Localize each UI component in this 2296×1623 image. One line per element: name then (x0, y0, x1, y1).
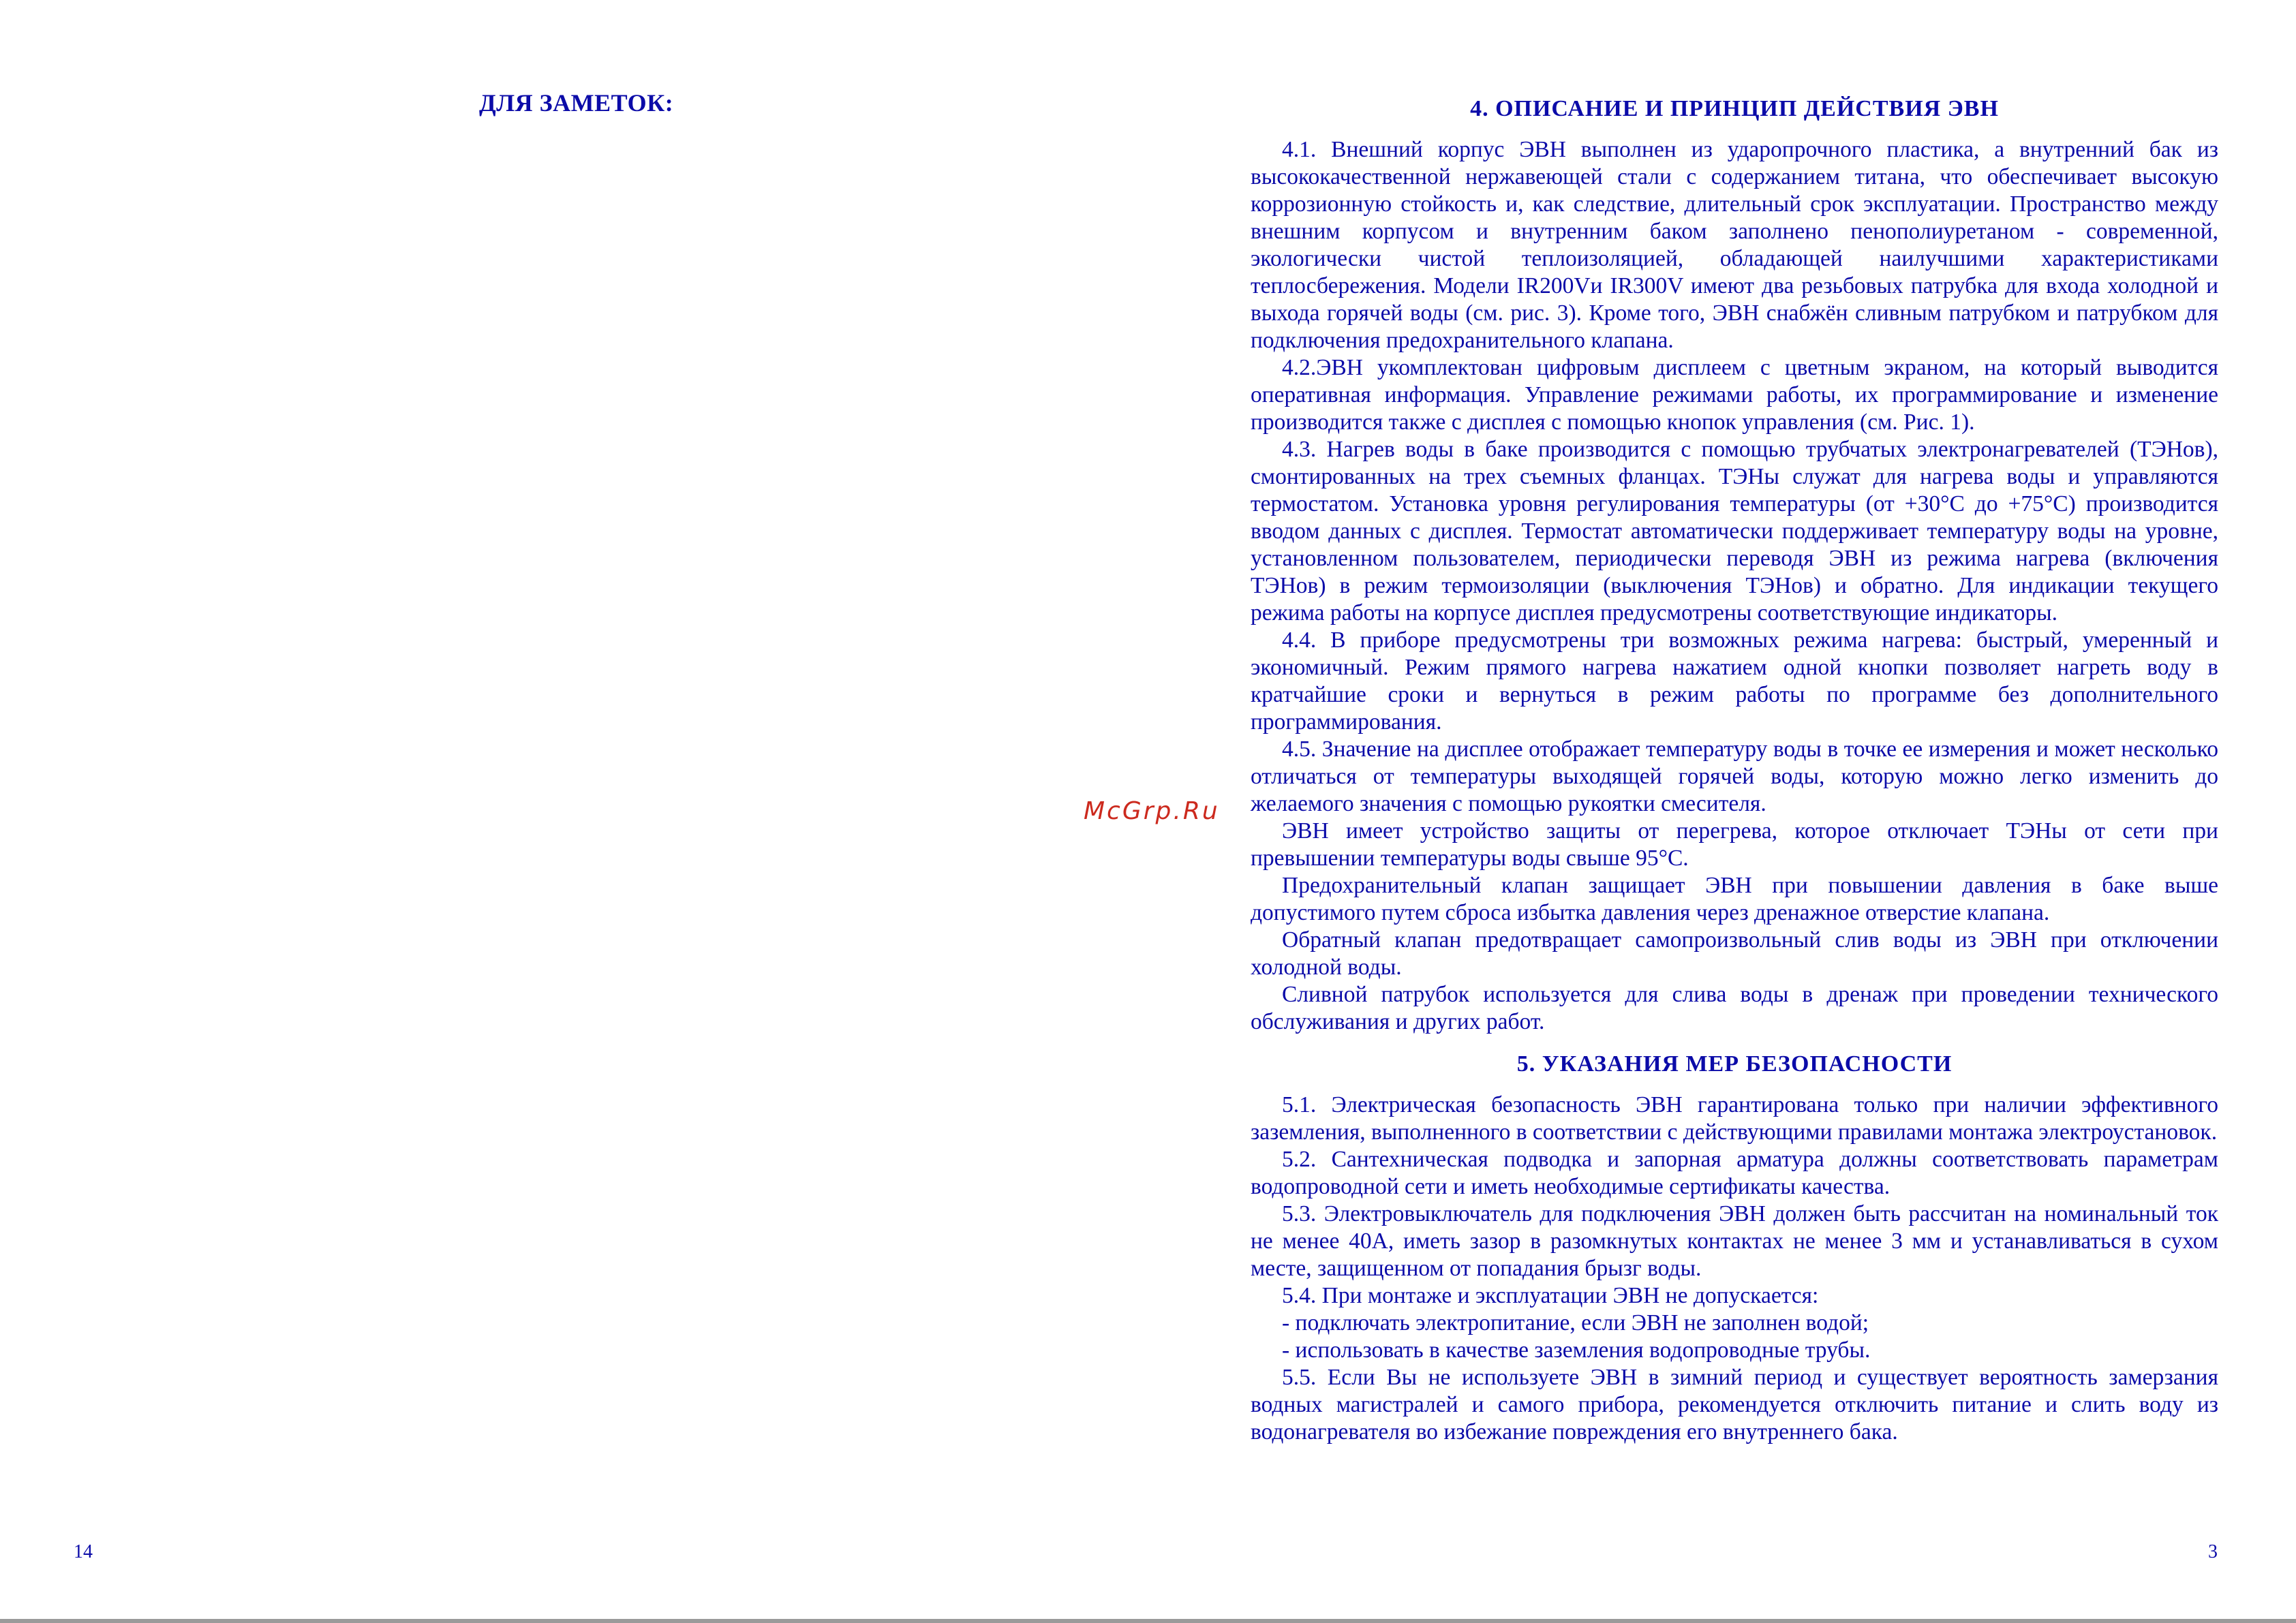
section-5-paragraph: 5.2. Сантехническая подводка и запорная арматура должны соответствовать параметрам водопроводной сети и иметь необходимые сертификаты качества. (1251, 1147, 2218, 1199)
section-5-paragraph: 5.1. Электрическая безопасность ЭВН гарантирована только при наличии эффективного заземления, выполненного в соответствии с действующими правилами монтажа электроустановок. (1251, 1092, 2218, 1145)
section-4-paragraph: 4.5. Значение на дисплее отображает температуру воды в точке ее измерения и может несколько отличаться от температуры выходящей горячей воды, которую можно легко изменить до желаемого значения с помощью рукоятки смесителя. (1251, 737, 2218, 816)
section-4-title: 4. ОПИСАНИЕ И ПРИНЦИП ДЕЙСТВИЯ ЭВН (1470, 96, 1999, 121)
section-4-paragraph: 4.2.ЭВН укомплектован цифровым дисплеем с цветным экраном, на который выводится оперативная информация. Управление режимами работы, их программирование и изменение производится также с дисплея с помощью кнопок управления (см. Рис. 1). (1251, 355, 2218, 435)
section-5-title: 5. УКАЗАНИЯ МЕР БЕЗОПАСНОСТИ (1516, 1051, 1953, 1077)
section-4-paragraph: ЭВН имеет устройство защиты от перегрева, которое отключает ТЭНы от сети при превышении температуры воды свыше 95°С. (1251, 818, 2218, 871)
section-5-paragraph: 5.3. Электровыключатель для подключения ЭВН должен быть рассчитан на номинальный ток не менее 40А, иметь зазор в разомкнутых контактах не менее 3 мм и устанавливаться в сухом месте, защищенном от попадания брызг воды. (1251, 1201, 2218, 1281)
right-page-content (1251, 95, 2218, 1446)
watermark: McGrp.Ru (1084, 797, 1220, 825)
section-4-paragraph: 4.1. Внешний корпус ЭВН выполнен из ударопрочного пластика, а внутренний бак из высококачественной нержавеющей стали с содержанием титана, что обеспечивает высокую коррозионную стойкость и, как следствие, длительный срок эксплуатации. Пространство между внешним корпусом и внутренним баком заполнено пенополиуретаном - современной, экологически чистой теплоизоляцией, обладающей наилучшими характеристиками теплосбережения. Модели IR200Vи IR300V имеют два резьбовых патрубка для входа холодной и выхода горячей воды (см. рис. 3). Кроме того, ЭВН снабжён сливным патрубком и патрубком для подключения предохранительного клапана. (1251, 137, 2218, 353)
section-4-paragraph: Обратный клапан предотвращает самопроизвольный слив воды из ЭВН при отключении холодной воды. (1251, 927, 2218, 980)
section-5-paragraph: 5.4. При монтаже и эксплуатации ЭВН не допускается: (1282, 1283, 1819, 1308)
section-4-paragraph: 4.3. Нагрев воды в баке производится с помощью трубчатых электронагревателей (ТЭНов), смонтированных на трех съемных фланцах. ТЭНы служат для нагрева воды и управляются термостатом. Установка уровня регулирования температуры (от +30°С до +75°С) производится вводом данных с дисплея. Термостат автоматически поддерживает температуру воды на уровне, установленном пользователем, периодически переводя ЭВН из режима нагрева (включения ТЭНов) в режим термоизоляции (выключения ТЭНов) и обратно. Для индикации текущего режима работы на корпусе дисплея предусмотрены соответствующие индикаторы. (1251, 437, 2218, 625)
bottom-divider (0, 1619, 2296, 1623)
left-page-number: 14 (74, 1541, 93, 1562)
notes-heading: ДЛЯ ЗАМЕТОК: (479, 89, 674, 117)
section-4-paragraph: Сливной патрубок используется для слива воды в дренаж при проведении технического обслуживания и других работ. (1251, 982, 2218, 1034)
section-5-list-item: - подключать электропитание, если ЭВН не заполнен водой; (1282, 1310, 1869, 1335)
section-5-paragraph: 5.5. Если Вы не используете ЭВН в зимний период и существует вероятность замерзания водных магистралей и самого прибора, рекомендуется отключить питание и слить воду из водонагревателя во избежание повреждения его внутреннего бака. (1251, 1365, 2218, 1444)
section-4-paragraph: 4.4. В приборе предусмотрены три возможных режима нагрева: быстрый, умеренный и экономичный. Режим прямого нагрева нажатием одной кнопки позволяет нагреть воду в кратчайшие сроки и вернуться в режим работы по программе без дополнительного программирования. (1251, 628, 2218, 735)
right-page-number: 3 (2208, 1541, 2218, 1562)
section-4-paragraph: Предохранительный клапан защищает ЭВН при повышении давления в баке выше допустимого путем сброса избытка давления через дренажное отверстие клапана. (1251, 873, 2218, 925)
section-5-list-item: - использовать в качестве заземления водопроводные трубы. (1282, 1338, 1871, 1363)
